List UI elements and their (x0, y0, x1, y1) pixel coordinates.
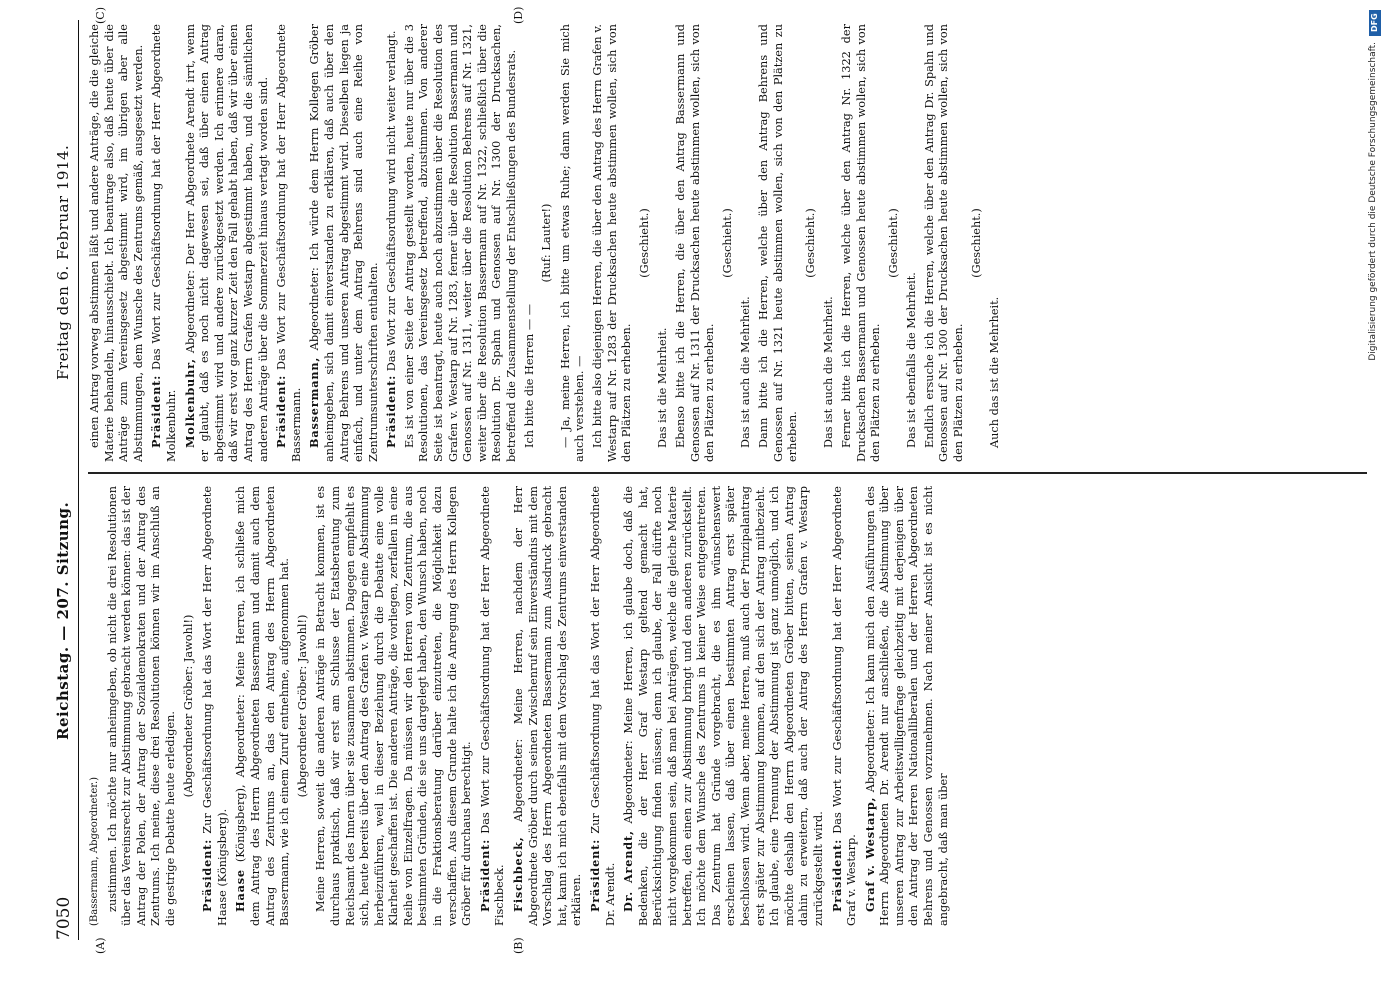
paragraph-text: Das Wort zur Geschäftsordnung hat der Herr Abgeordnete Fischbeck. (478, 486, 507, 926)
speaker-name: Fischbeck, (511, 836, 526, 912)
paragraph-text: Das Wort zur Geschäftsordnung hat der Herr Abgeordnete Graf v. Westarp. (830, 486, 859, 926)
speaker-name: Präsident: (588, 838, 602, 912)
speaker-name: Präsident: (274, 374, 289, 448)
paragraph: Das ist auch die Mehrheit. (822, 296, 836, 448)
paragraph-text: Das Wort zur Geschäftsordnung hat der Herr Abgeordnete Bassermann. (275, 24, 303, 462)
paragraph (830, 486, 860, 926)
paragraph-text: Abgeordneter: Ich kann mich den Ausführungen des Herrn Abgeordneten Dr. Arendt nur anschließen, die Abstimmung über unseren Antrag zur Arbeitswilligenfrage gleichzeitig mit derjenigen über den Antrag der Herren Nationalliberalen und der Herren Abgeordneten Behrens und Genossen vorzunehmen. Nach meiner Ansicht ist es nicht angebracht, daß man über (863, 486, 950, 926)
paragraph-text: Abgeordneter: Ich würde dem Herrn Kollegen Gröber anheimgeben, sich damit einverstanden zu erklären, daß auch über den Antrag Behrens und unseren Antrag abgestimmt wird. Dieselben liegen ja einfach, und unter dem Antrag Behrens sind auch eine Reihe von Zentrumsunterschriften enthalten. (308, 24, 380, 462)
interjection: (Abgeordneter Gröber: Jawohl!) (181, 614, 195, 798)
paragraph (149, 24, 179, 462)
paragraph-text: Zur Geschäftsordnung hat das Wort der Herr Abgeordnete Haase (Königsberg). (201, 486, 229, 926)
margin-mark-d: (D) (512, 6, 525, 24)
paragraph (200, 486, 230, 926)
paragraph (478, 486, 508, 926)
paragraph (274, 24, 304, 462)
dfg-logo: DFG (1369, 10, 1381, 36)
paragraph: Auch das ist die Mehrheit. (988, 296, 1002, 448)
interjection: (Geschieht.) (886, 208, 900, 278)
paragraph: Das ist die Mehrheit. (656, 327, 670, 448)
paragraph: Ferner bitte ich die Herren, welche über den Antrag Nr. 1322 der Drucksachen Bassermann und Genossen heute abstimmen wollen, sich von den Plätzen zu erheben. (839, 24, 883, 462)
column-divider (88, 473, 1367, 475)
paragraph (183, 24, 272, 462)
paragraph (863, 486, 952, 926)
interjection: (Geschieht.) (720, 208, 734, 278)
interjection: (Ruf: Lauter!) (540, 203, 554, 283)
paragraph-text: Abgeordneter: Meine Herren, nachdem der Herr Abgeordnete Gröber durch seinen Zwischenruf sein Einverständnis mit dem Vorschlag des Herrn Abgeordneten Bassermann zum Ausdruck gebracht hat, kann ich mich ebenfalls mit dem Vorschlag des Zentrums einverstanden erklären. (512, 486, 584, 926)
paragraph-text: Abgeordneter: Der Herr Abgeordnete Arendt irrt, wenn er glaubt, daß es noch nicht dagewesen sei, daß über einen Antrag abgestimmt wird und andere zurückgesetzt werden. Ich erinnere daran, daß wir erst vor ganz kurzer Zeit den Fall gehabt haben, daß wir über einen Antrag des Herrn Grafen Westarp abgestimmt haben, und die sämtlichen anderen Anträge über die Sommerzeit hinaus vertagt worden sind. (183, 24, 270, 462)
speaker-name: Graf v. Westarp, (862, 796, 877, 912)
paragraph: Ebenso bitte ich die Herren, die über den Antrag Bassermann und Genossen auf Nr. 1311 der Drucksachen heute abstimmen wollen, sich von den Plätzen zu erheben. (673, 24, 717, 462)
speaker-name: Präsident: (200, 838, 215, 912)
paragraph (511, 486, 585, 926)
speaker-name: Dr. Arendt, (621, 830, 636, 912)
paragraph (307, 24, 381, 462)
interjection: (Geschieht.) (969, 208, 983, 278)
paragraph: Ich bitte die Herren — — (522, 303, 536, 448)
margin-mark-c: (C) (94, 7, 107, 24)
speaker-continuation: (Bassermann, Abgeordneter.) (89, 776, 100, 926)
paragraph (588, 486, 618, 926)
paragraph-text: Zur Geschäftsordnung hat das Wort der Herr Abgeordnete Dr. Arendt. (589, 486, 617, 926)
margin-mark-a: (A) (94, 937, 107, 954)
document-page (42, 6, 1377, 960)
speaker-name: Präsident: (477, 838, 492, 912)
paragraph-text: Das Wort zur Geschäftsordnung wird nicht weiter verlangt. (385, 30, 399, 372)
paragraph: Dann bitte ich die Herren, welche über den Antrag Behrens und Genossen auf Nr. 1321 heute abstimmen wollen, sich von den Plätzen zu erheben. (756, 24, 800, 462)
running-head-left: Reichstag. — 207. Sitzung. (54, 501, 72, 740)
paragraph: Ich bitte also diejenigen Herren, die über den Antrag des Herrn Grafen v. Westarp auf Nr. 1283 der Drucksachen heute abstimmen wollen, sich von den Plätzen zu erheben. (591, 24, 634, 462)
speaker-name: Bassermann, (307, 356, 322, 448)
paragraph: Das ist ebenfalls die Mehrheit. (905, 272, 919, 448)
paragraph: Endlich ersuche ich die Herren, welche über den Antrag Dr. Spahn und Genossen auf Nr. 1300 der Drucksachen heute abstimmen wollen, sich von den Plätzen zu erheben. (922, 24, 966, 462)
paragraph-text: (Königsberg), Abgeordneter: Meine Herren, ich schließe mich dem Antrag des Herrn Abgeordneten Bassermann und damit auch dem Antrag des Zentrums an, das den Antrag des Herrn Abgeordneten Bassermann, wie ich einem Zuruf entnehme, aufgenommen hat. (234, 486, 292, 926)
paragraph (233, 486, 292, 926)
paragraph: Es ist von einer Seite der Antrag gestellt worden, heute nur über die 3 Resolutionen, das Vereinsgesetz betreffend, abzustimmen. Von anderer Seite ist beantragt, heute auch noch abzustimmen über die Resolution des Grafen v. Westarp auf Nr. 1283, ferner über die Resolution Bassermann und Genossen auf Nr. 1311, weiter über die Resolution Behrens auf Nr. 1321, weiter über die Resolution Bassermann auf Nr. 1322, schließlich über die Resolution Dr. Spahn und Genossen auf Nr. 1300 der Drucksachen, betreffend die Zusammenstellung der Entschließungen des Bundesrats. (402, 24, 519, 462)
running-head-right: Freitag den 6. Februar 1914. (54, 144, 72, 380)
credit-text: Digitalisierung gefördert durch die Deutsche Forschungsgemeinschaft. (1368, 42, 1378, 361)
paragraph-text: Das Wort zur Geschäftsordnung hat der Herr Abgeordnete Molkenbuhr. (150, 24, 178, 462)
interjection: (Abgeordneter Gröber: Jawohl!) (295, 614, 309, 798)
speaker-name: Präsident: (829, 838, 844, 912)
speaker-name: Präsident: (384, 374, 399, 448)
paragraph: Das ist auch die Mehrheit. (739, 296, 753, 448)
paragraph: einen Antrag vorweg abstimmen läßt und andere Anträge, die die gleiche Materie behandeln, hinausschiebt. Ich beantrage also, daß heute über die Anträge zum Vereinsgesetz abgestimmt wird, im übrigen aber alle Abstimmungen, dem Wunsche des Zentrums gemäß, ausgesetzt werden. (88, 24, 145, 462)
page-number: 7050 (54, 896, 74, 940)
interjection: (Geschieht.) (637, 208, 651, 278)
running-header (50, 20, 79, 940)
speaker-name: Molkenbuhr, (182, 358, 197, 448)
paragraph-text: Abgeordneter: Meine Herren, ich glaube doch, daß die Bedenken, die der Herr Graf Westarp geltend gemacht hat, Berücksichtigung finden müssen; denn ich glaube, der Fall dürfte noch nicht vorgekommen sein, daß man bei Anträgen, welche die gleiche Materie betreffen, den einen zur Abstimmung bringt und den anderen zurückstellt. Ich möchte dem Wunsche des Zentrums in keiner Weise entgegentreten. Das Zentrum hat Gründe vorgebracht, die es ihm wünschenswert erscheinen lassen, daß über einen bestimmten Antrag erst später beschlossen wird. Wenn aber, meine Herren, muß auch der Prinzipalantrag erst später zur Abstimmung kommen, auf den sich der Antrag mitbezieht. Ich glaube, eine Trennung der Abstimmung ist ganz unmöglich, und ich möchte deshalb den Herrn Abgeordneten Gröber bitten, seinen Antrag dahin zu erweitern, daß auch der Antrag des Herrn Grafen v. Westarp zurückgestellt wird. (622, 486, 825, 926)
paragraph (621, 486, 826, 926)
speaker-name: Präsident: (149, 374, 164, 448)
paragraph: — Ja, meine Herren, ich bitte um etwas Ruhe; dann werden Sie mich auch verstehen. — (558, 24, 587, 462)
speaker-name: Haase (233, 869, 248, 912)
paragraph: Meine Herren, soweit die anderen Anträge in Betracht kommen, ist es durchaus praktisch, daß wir erst am Schlusse der Etatsberatung zum Reichsamt des Innern über sie zusammen abstimmen. Dagegen empfiehlt es sich, heute bereits über den Antrag des Grafen v. Westarp eine Abstimmung herbeizuführen, weil in dieser Beziehung durch die Debatte eine volle Klarheit geschaffen ist. Die anderen Anträge, die vorliegen, zerfallen in eine Reihe von Einzelfragen. Da müssen wir den Herren vom Zentrum, die aus bestimmten Gründen, die sie uns dargelegt haben, den Wunsch haben, noch in die Fraktionsberatung darüber einzutreten, die Möglichkeit dazu verschaffen. Aus diesem Grunde halte ich die Anregung des Herrn Kollegen Gröber für durchaus berechtigt. (314, 486, 474, 926)
margin-mark-b: (B) (512, 937, 525, 954)
paragraph: zustimmen. Ich möchte nur anheimgeben, ob nicht die drei Resolutionen über das Vereinsrecht zur Abstimmung gebracht werden können: das ist der Antrag der Polen, der Antrag der Sozialdemokraten und der Antrag des Zentrums. Ich meine, diese drei Resolutionen können wir im Anschluß an die gestrige Debatte heute erledigen. (105, 486, 177, 926)
interjection: (Geschieht.) (803, 208, 817, 278)
text-column-right (88, 24, 1367, 462)
text-column-left (88, 486, 1367, 926)
paragraph (384, 24, 400, 462)
digitization-credit (1368, 6, 1382, 994)
